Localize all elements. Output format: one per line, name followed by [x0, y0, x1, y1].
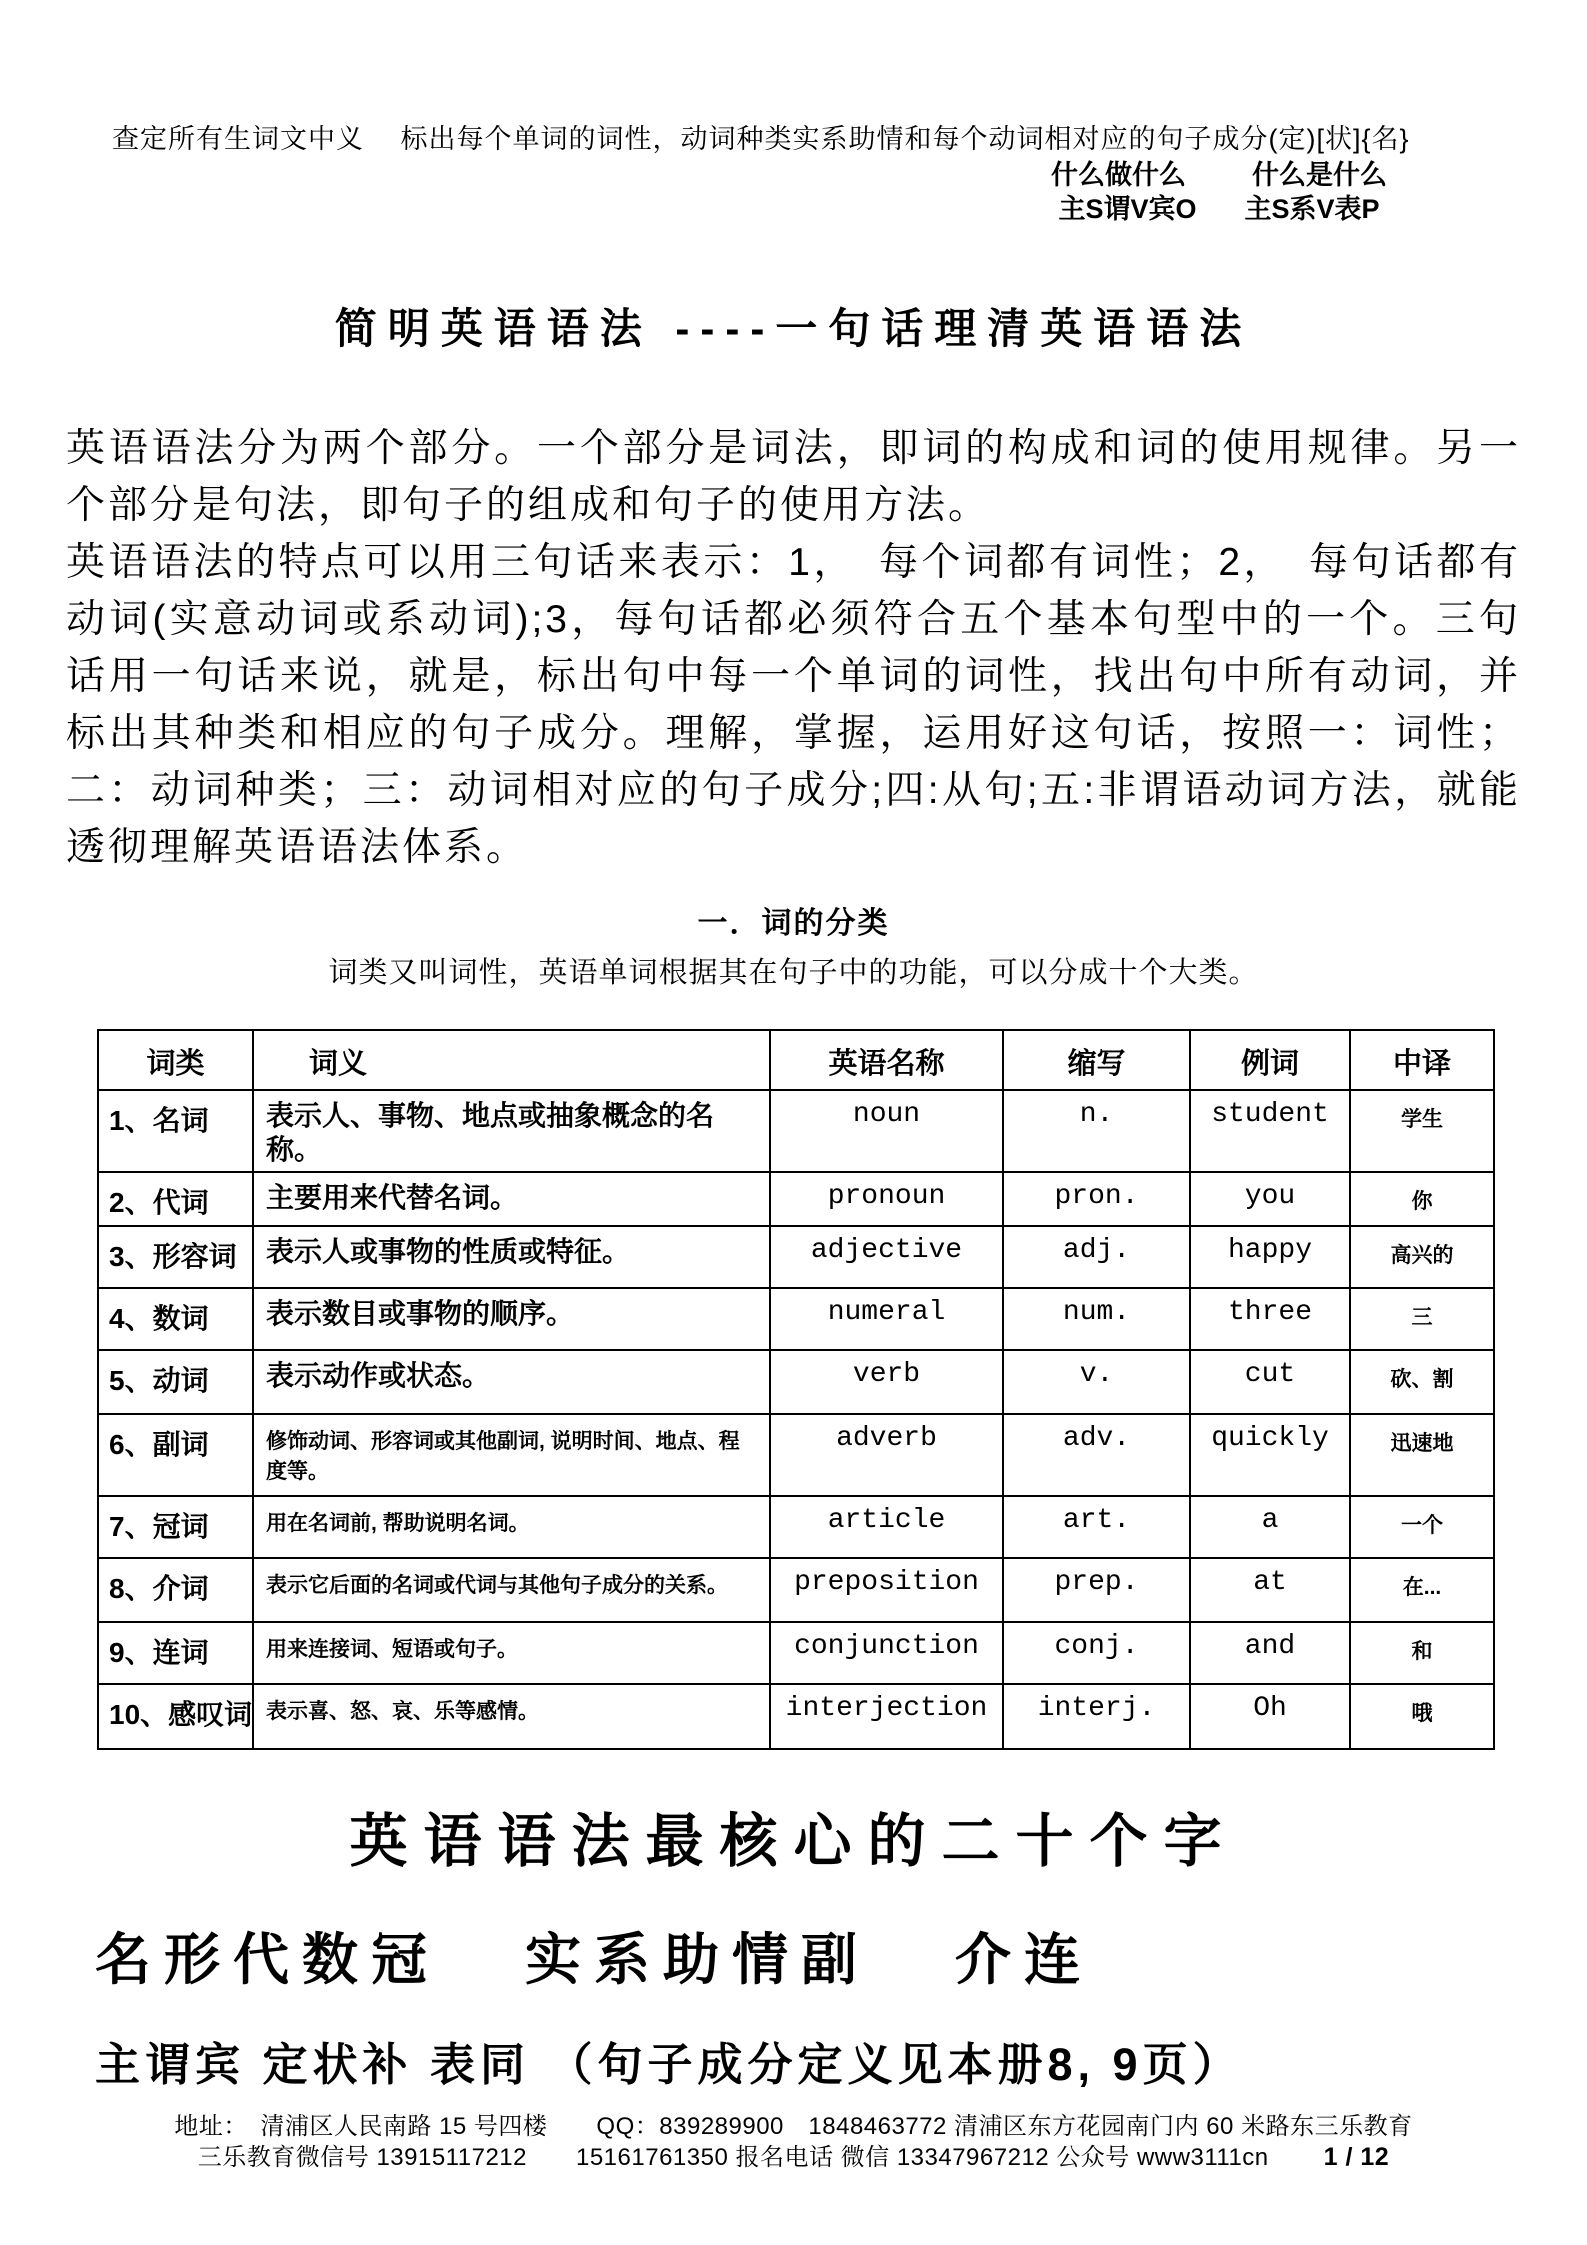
cell-chinese-translation: 和: [1350, 1622, 1494, 1684]
annotation-line-2: [1051, 158, 1387, 192]
footer-address-line: 地址： 清浦区人民南路 15 号四楼 QQ：839289900 1848463772 清浦区东方花园南门内 60 米路东三乐教育: [174, 2113, 1413, 2140]
page-number: 1 / 12: [1323, 2143, 1390, 2171]
intro-paragraph-2: 英语语法的特点可以用三句话来表示：1， 每个词都有词性；2， 每句话都有动词(实意动词或系动词);3，每句话都必须符合五个基本句型中的一个。三句话用一句话来说，就是，标出句中每一个单词的词性，找出句中所有动词，并标出其种类和相应的句子成分。理解，掌握，运用好这句话，按照一：词性；二：动词种类；三：动词相对应的句子成分;四:从句;五:非谓语动词方法，就能透彻理解英语语法体系。: [66, 541, 1521, 869]
cell-english-name: numeral: [770, 1288, 1003, 1350]
footer: [0, 2111, 1587, 2173]
cell-chinese-translation: 高兴的: [1350, 1226, 1494, 1288]
cell-chinese-translation: 你: [1350, 1172, 1494, 1226]
cell-meaning: 表示数目或事物的顺序。: [253, 1288, 770, 1350]
annotation-what-does: 什么做什么: [1051, 160, 1186, 190]
cell-english-name: adverb: [770, 1414, 1003, 1496]
cell-english-name: verb: [770, 1350, 1003, 1414]
cell-chinese-translation: 学生: [1350, 1090, 1494, 1172]
cell-word-class: 4、数词: [98, 1288, 253, 1350]
cell-abbreviation: n.: [1003, 1090, 1190, 1172]
cell-meaning: 主要用来代替名词。: [253, 1172, 770, 1226]
intro-text: [66, 420, 1521, 876]
col-header-meaning: 词义: [253, 1030, 770, 1090]
cell-abbreviation: interj.: [1003, 1684, 1190, 1749]
table-row: [98, 1226, 1494, 1288]
cell-example-word: three: [1190, 1288, 1350, 1350]
cell-english-name: pronoun: [770, 1172, 1003, 1226]
table-row: [98, 1350, 1494, 1414]
cell-abbreviation: v.: [1003, 1350, 1190, 1414]
cell-abbreviation: pron.: [1003, 1172, 1190, 1226]
cell-example-word: a: [1190, 1496, 1350, 1558]
cell-meaning: 表示人、事物、地点或抽象概念的名称。: [253, 1090, 770, 1172]
page-title: 简明英语语法 ----一句话理清英语语法: [334, 305, 1253, 352]
cell-english-name: article: [770, 1496, 1003, 1558]
cell-example-word: and: [1190, 1622, 1350, 1684]
cell-abbreviation: prep.: [1003, 1558, 1190, 1622]
table-row: [98, 1172, 1494, 1226]
core-word-group-3: 介连: [955, 1928, 1093, 1991]
annotation-right-block: [1051, 158, 1387, 226]
cell-meaning: 表示动作或状态。: [253, 1350, 770, 1414]
cell-word-class: 2、代词: [98, 1172, 253, 1226]
cell-example-word: student: [1190, 1090, 1350, 1172]
table-row: [98, 1684, 1494, 1749]
cell-meaning: 表示它后面的名词或代词与其他句子成分的关系。: [253, 1558, 770, 1622]
cell-abbreviation: num.: [1003, 1288, 1190, 1350]
cell-word-class: 7、冠词: [98, 1496, 253, 1558]
cell-example-word: at: [1190, 1558, 1350, 1622]
cell-word-class: 1、名词: [98, 1090, 253, 1172]
intro-paragraph-1: 英语语法分为两个部分。一个部分是词法，即词的构成和词的使用规律。另一个部分是句法，即句子的组成和句子的使用方法。: [66, 427, 1521, 527]
annotation-line-1: 查定所有生词文中义 标出每个单词的词性，动词种类实系助情和每个动词相对应的句子成分(定)[状]{名}: [112, 124, 1410, 154]
core-heading: 英语语法最核心的二十个字: [349, 1809, 1238, 1874]
footer-contact-text: 三乐教育微信号 13915117212 15161761350 报名电话 微信 13347967212 公众号 www3111cn: [197, 2144, 1269, 2171]
cell-word-class: 9、连词: [98, 1622, 253, 1684]
core-word-group-1: 名形代数冠: [95, 1928, 440, 1991]
table-header-row: [98, 1030, 1494, 1090]
cell-english-name: interjection: [770, 1684, 1003, 1749]
footer-contact-line: [0, 2142, 1587, 2173]
cell-abbreviation: adj.: [1003, 1226, 1190, 1288]
cell-example-word: Oh: [1190, 1684, 1350, 1749]
table-row: [98, 1090, 1494, 1172]
table-row: [98, 1558, 1494, 1622]
annotation-line-3: [1051, 192, 1387, 226]
cell-abbreviation: art.: [1003, 1496, 1190, 1558]
cell-example-word: quickly: [1190, 1414, 1350, 1496]
section-subtext: 词类又叫词性，英语单词根据其在句子中的功能，可以分成十个大类。: [328, 957, 1259, 989]
word-classes-table: [97, 1029, 1495, 1750]
cell-english-name: adjective: [770, 1226, 1003, 1288]
cell-example-word: happy: [1190, 1226, 1350, 1288]
col-header-example-word: 例词: [1190, 1030, 1350, 1090]
cell-chinese-translation: 砍、割: [1350, 1350, 1494, 1414]
table-row: [98, 1288, 1494, 1350]
cell-word-class: 3、形容词: [98, 1226, 253, 1288]
table-row: [98, 1496, 1494, 1558]
col-header-english-name: 英语名称: [770, 1030, 1003, 1090]
cell-word-class: 10、感叹词: [98, 1684, 253, 1749]
core-words-line: [95, 1916, 1587, 1996]
annotation-what-is: 什么是什么: [1252, 160, 1387, 190]
cell-chinese-translation: 在...: [1350, 1558, 1494, 1622]
cell-meaning: 修饰动词、形容词或其他副词, 说明时间、地点、程度等。: [253, 1414, 770, 1496]
cell-english-name: conjunction: [770, 1622, 1003, 1684]
cell-chinese-translation: 迅速地: [1350, 1414, 1494, 1496]
cell-english-name: preposition: [770, 1558, 1003, 1622]
cell-word-class: 6、副词: [98, 1414, 253, 1496]
core-word-group-2: 实系助情副: [525, 1928, 870, 1991]
table-row: [98, 1622, 1494, 1684]
annotation-svo: 主S谓V宾O: [1058, 194, 1197, 224]
cell-chinese-translation: 一个: [1350, 1496, 1494, 1558]
cell-abbreviation: conj.: [1003, 1622, 1190, 1684]
cell-meaning: 表示喜、怒、哀、乐等感情。: [253, 1684, 770, 1749]
annotation-svp: 主S系V表P: [1244, 194, 1380, 224]
cell-word-class: 8、介词: [98, 1558, 253, 1622]
sentence-parts-line: 主谓宾 定状补 表同 （句子成分定义见本册8, 9页）: [95, 2039, 1243, 2090]
cell-example-word: you: [1190, 1172, 1350, 1226]
cell-word-class: 5、动词: [98, 1350, 253, 1414]
cell-meaning: 用来连接词、短语或句子。: [253, 1622, 770, 1684]
cell-english-name: noun: [770, 1090, 1003, 1172]
cell-meaning: 表示人或事物的性质或特征。: [253, 1226, 770, 1288]
col-header-abbreviation: 缩写: [1003, 1030, 1190, 1090]
cell-abbreviation: adv.: [1003, 1414, 1190, 1496]
col-header-chinese-translation: 中译: [1350, 1030, 1494, 1090]
cell-chinese-translation: 哦: [1350, 1684, 1494, 1749]
col-header-word-class: 词类: [98, 1030, 253, 1090]
section-heading: 一．词的分类: [697, 907, 890, 940]
cell-example-word: cut: [1190, 1350, 1350, 1414]
table-row: [98, 1414, 1494, 1496]
cell-chinese-translation: 三: [1350, 1288, 1494, 1350]
cell-meaning: 用在名词前, 帮助说明名词。: [253, 1496, 770, 1558]
